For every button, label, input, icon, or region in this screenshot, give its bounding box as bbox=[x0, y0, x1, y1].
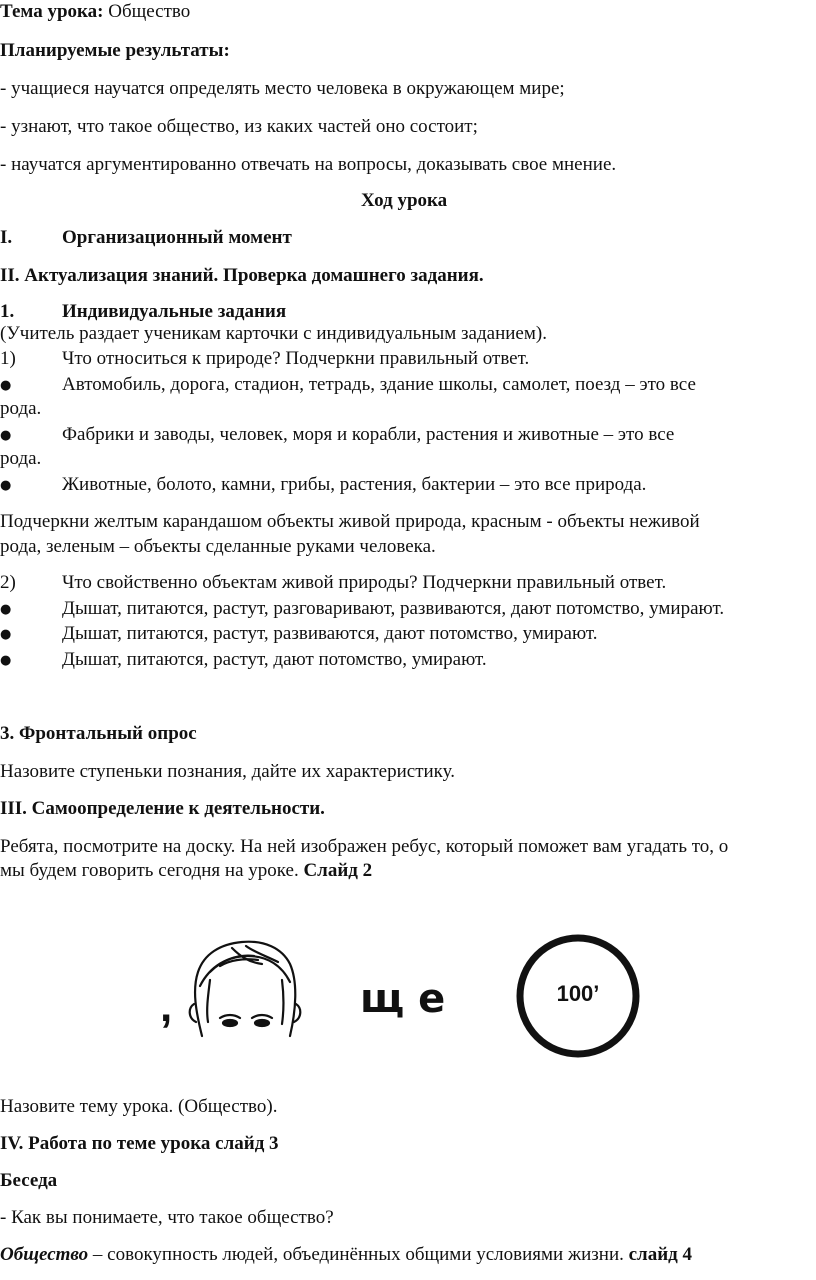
question-1-text: Что относиться к природе? Подчеркни правильный ответ. bbox=[62, 348, 530, 369]
name-topic-line: Назовите тему урока. (Общество). bbox=[0, 1096, 278, 1117]
slide-4-label: слайд 4 bbox=[628, 1244, 693, 1265]
section-3-title: III. Самоопределение к деятельности. bbox=[0, 798, 325, 819]
definition-line bbox=[0, 1244, 692, 1266]
topic-value: Общество bbox=[103, 1, 191, 22]
planned-item-3: - научатся аргументированно отвечать на вопросы, доказывать свое мнение. bbox=[0, 154, 617, 175]
question-2-text: Что свойственно объектам живой природы? Подчеркни правильный ответ. bbox=[62, 572, 667, 593]
q2-option-3: Дышат, питаются, растут, дают потомство, умирают. bbox=[62, 649, 487, 670]
underline-instruction-line-2: рода, зеленым – объекты сделанные руками человека. bbox=[0, 536, 436, 557]
bullet-icon: ● bbox=[0, 627, 12, 642]
conversation-question: - Как вы понимаете, что такое общество? bbox=[0, 1207, 334, 1228]
question-1-number: 1) bbox=[0, 348, 16, 369]
rebus-comma: , bbox=[160, 982, 173, 1031]
subsection-1-title: Индивидуальные задания bbox=[62, 301, 287, 322]
topic-label: Тема урока: bbox=[0, 1, 104, 22]
slide-2-label: Слайд 2 bbox=[303, 860, 373, 881]
definition-text: – совокупность людей, объединённых общими условиями жизни. bbox=[88, 1244, 629, 1265]
section-2-title: II. Актуализация знаний. Проверка домашнего задания. bbox=[0, 265, 484, 286]
section-4-title: IV. Работа по теме урока слайд 3 bbox=[0, 1133, 279, 1154]
self-determination-line-1: Ребята, посмотрите на доску. На ней изображен ребус, который поможет вам угадать то, о bbox=[0, 836, 729, 857]
underline-instruction-line-1: Подчеркни желтым карандашом объекты живой природа, красным - объекты неживой bbox=[0, 511, 700, 532]
planned-item-2: - узнают, что такое общество, из каких частей оно состоит; bbox=[0, 116, 478, 137]
question-2-number: 2) bbox=[0, 572, 16, 593]
self-determination-text: мы будем говорить сегодня на уроке. bbox=[0, 860, 304, 881]
section-1-title: Организационный момент bbox=[62, 227, 292, 248]
q2-option-2: Дышат, питаются, растут, развиваются, дают потомство, умирают. bbox=[62, 623, 598, 644]
planned-results-heading: Планируемые результаты: bbox=[0, 40, 230, 61]
q1-option-1-line-1: Автомобиль, дорога, стадион, тетрадь, здание школы, самолет, поезд – это все bbox=[62, 374, 696, 395]
rebus-circle-text: 100’ bbox=[556, 981, 600, 1006]
section-1-number: I. bbox=[0, 227, 13, 248]
bullet-icon: ● bbox=[0, 428, 12, 443]
frontal-survey-text: Назовите ступеньки познания, дайте их характеристику. bbox=[0, 761, 455, 782]
q1-option-2-line-1: Фабрики и заводы, человек, моря и корабли, растения и животные – это все bbox=[62, 424, 675, 445]
subsection-1-number: 1. bbox=[0, 301, 15, 322]
rebus-letters: щ е bbox=[360, 976, 446, 1022]
q1-option-3: Животные, болото, камни, грибы, растения, бактерии – это все природа. bbox=[62, 474, 647, 495]
q1-option-2-line-2: рода. bbox=[0, 448, 42, 469]
bullet-icon: ● bbox=[0, 653, 12, 668]
face-icon bbox=[190, 942, 301, 1036]
q2-option-1: Дышат, питаются, растут, разговаривают, развиваются, дают потомство, умирают. bbox=[62, 598, 725, 619]
lesson-course-heading: Ход урока bbox=[361, 190, 448, 211]
definition-term: Общество bbox=[0, 1244, 89, 1265]
bullet-icon: ● bbox=[0, 478, 12, 493]
conversation-title: Беседа bbox=[0, 1170, 58, 1191]
rebus-image bbox=[150, 926, 670, 1086]
self-determination-line-2 bbox=[0, 860, 372, 882]
bullet-icon: ● bbox=[0, 602, 12, 617]
teacher-note: (Учитель раздает ученикам карточки с индивидуальным заданием). bbox=[0, 323, 547, 344]
topic-line bbox=[0, 1, 190, 23]
planned-item-1: - учащиеся научатся определять место человека в окружающем мире; bbox=[0, 78, 565, 99]
q1-option-1-line-2: рода. bbox=[0, 398, 42, 419]
bullet-icon: ● bbox=[0, 378, 12, 393]
frontal-survey-title: 3. Фронтальный опрос bbox=[0, 723, 197, 744]
